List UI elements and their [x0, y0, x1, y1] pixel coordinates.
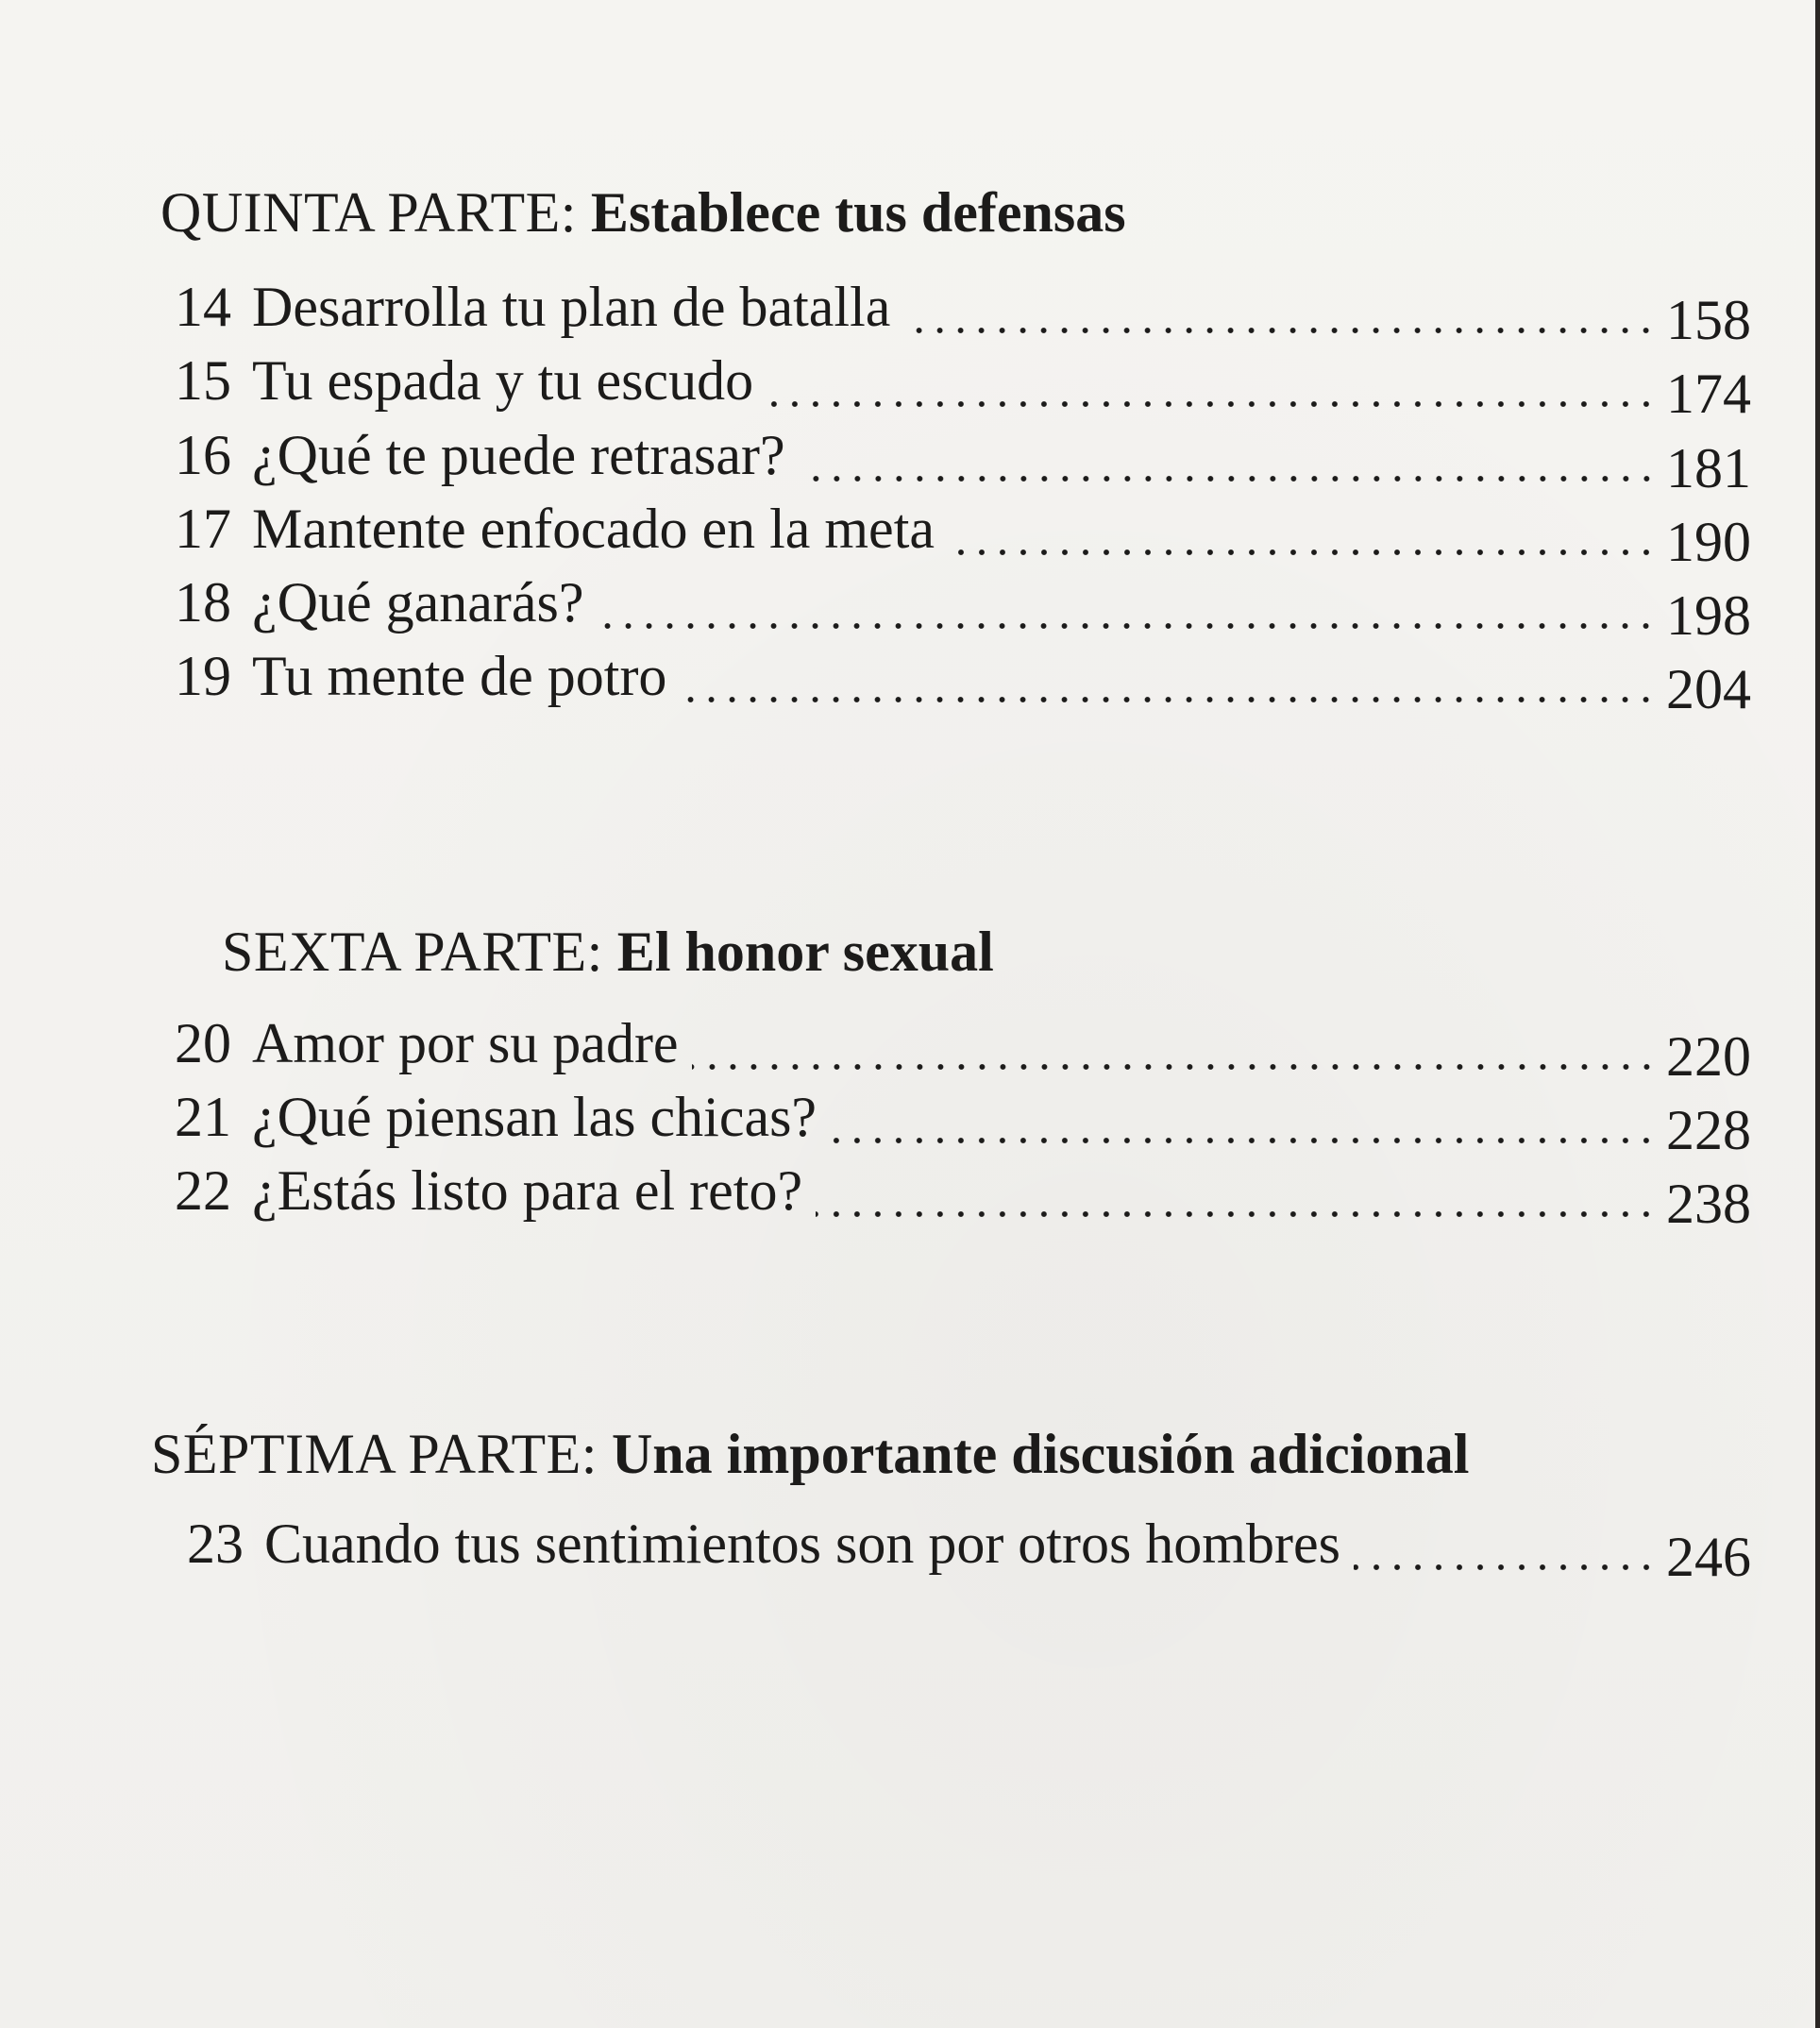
part-label: SEXTA PARTE: [222, 921, 603, 983]
chapter-title: Mantente enfocado en la meta [252, 498, 935, 560]
toc-entry[interactable] [187, 1496, 1751, 1588]
chapter-title: Cuando tus sentimientos son por otros hombres [264, 1513, 1340, 1575]
dot-leader [692, 1017, 1657, 1073]
page-number: 246 [1666, 1526, 1751, 1588]
dot-leader [816, 1164, 1657, 1221]
dot-leader [948, 502, 1657, 559]
chapter-title: ¿Estás listo para el reto? [252, 1159, 803, 1222]
chapter-number: 18 [175, 571, 231, 634]
chapter-number: 14 [175, 276, 231, 338]
part-label: QUINTA PARTE: [160, 181, 577, 244]
toc-entry[interactable] [175, 629, 1751, 720]
page-number: 181 [1666, 437, 1751, 499]
chapter-number: 20 [175, 1012, 231, 1074]
part-heading-sexta [222, 921, 994, 983]
toc-entry[interactable] [175, 555, 1751, 647]
chapter-title: Desarrolla tu plan de batalla [252, 276, 891, 338]
page-number: 204 [1666, 658, 1751, 720]
toc-entry[interactable] [175, 408, 1751, 499]
chapter-number: 16 [175, 424, 231, 486]
page-number: 220 [1666, 1025, 1751, 1088]
part-title: Establece tus defensas [590, 181, 1126, 244]
toc-entry[interactable] [175, 996, 1751, 1088]
page-number: 198 [1666, 584, 1751, 647]
page-number: 174 [1666, 363, 1751, 425]
dot-leader [1354, 1517, 1657, 1574]
chapter-title: ¿Qué piensan las chicas? [252, 1086, 817, 1148]
page-edge-shadow [1815, 0, 1820, 2028]
chapter-title: Tu mente de potro [252, 645, 667, 707]
page-number: 238 [1666, 1173, 1751, 1235]
toc-entry[interactable] [175, 1070, 1751, 1161]
part-title: Una importante discusión adicional [611, 1423, 1470, 1485]
chapter-number: 15 [175, 349, 231, 412]
chapter-title: Amor por su padre [252, 1012, 679, 1074]
chapter-number: 19 [175, 645, 231, 707]
part-heading-quinta [160, 181, 1126, 244]
dot-leader [830, 1090, 1657, 1147]
page-number: 190 [1666, 511, 1751, 573]
dot-leader [767, 354, 1657, 411]
dot-leader [903, 280, 1657, 337]
part-title: El honor sexual [616, 921, 994, 983]
dot-leader [799, 429, 1657, 485]
toc-entry[interactable] [175, 482, 1751, 573]
chapter-title: ¿Qué te puede retrasar? [252, 424, 785, 486]
part-label: SÉPTIMA PARTE: [151, 1423, 598, 1485]
part-heading-septima [151, 1423, 1470, 1485]
chapter-number: 22 [175, 1159, 231, 1222]
page-number: 158 [1666, 289, 1751, 351]
dot-leader [680, 650, 1657, 706]
toc-entry[interactable] [175, 333, 1751, 425]
toc-entry[interactable] [175, 1143, 1751, 1235]
chapter-title: Tu espada y tu escudo [252, 349, 754, 412]
toc-entry[interactable] [175, 260, 1751, 351]
page-number: 228 [1666, 1099, 1751, 1161]
chapter-number: 17 [175, 498, 231, 560]
dot-leader [597, 576, 1657, 633]
chapter-title: ¿Qué ganarás? [252, 571, 584, 634]
chapter-number: 23 [187, 1513, 244, 1575]
chapter-number: 21 [175, 1086, 231, 1148]
